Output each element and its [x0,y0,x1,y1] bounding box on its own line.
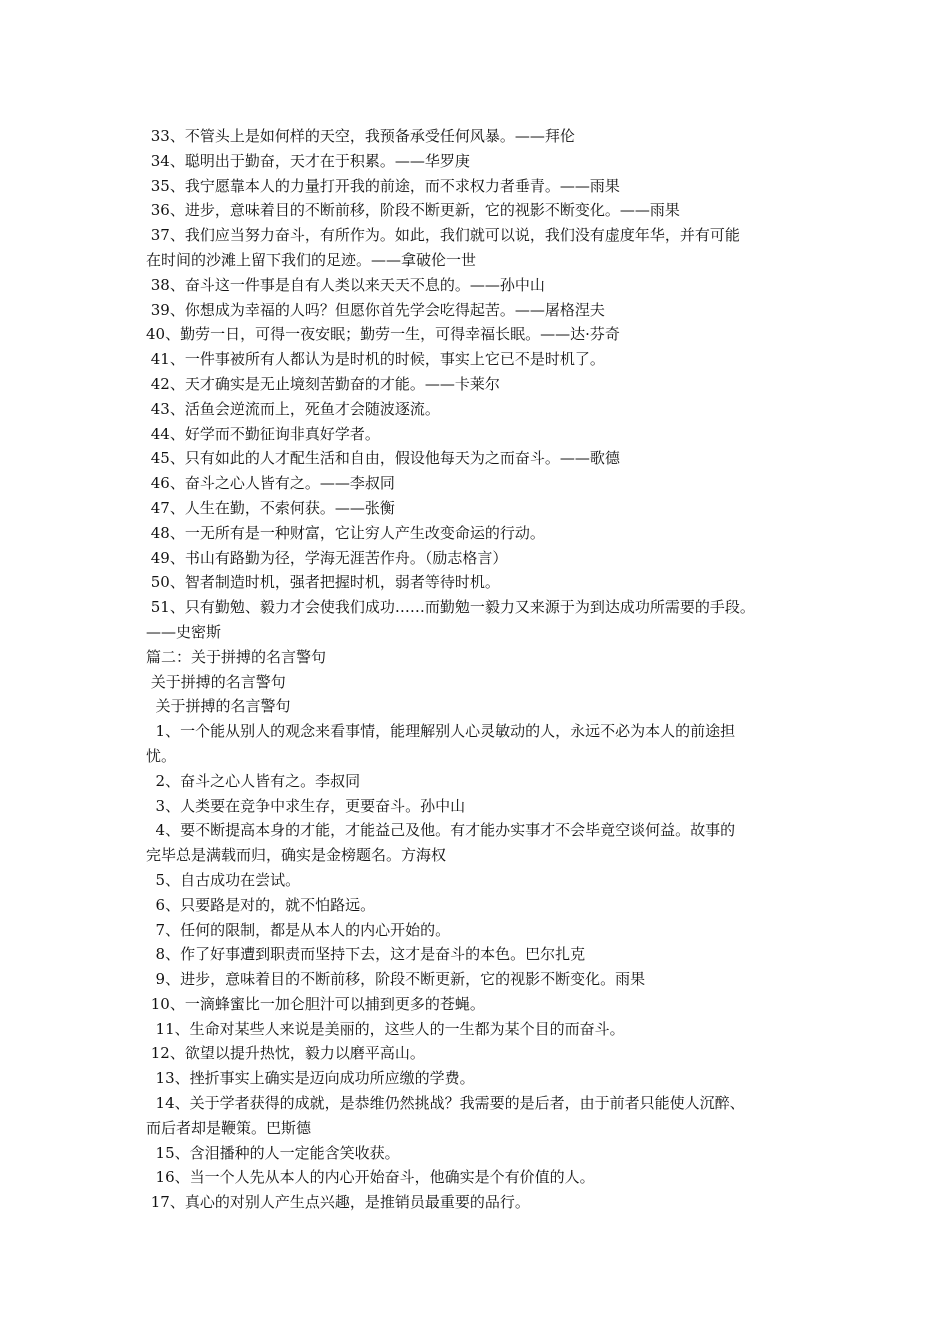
text-line: 48、一无所有是一种财富，它让穷人产生改变命运的行动。 [146,523,545,542]
text-line: 10、一滴蜂蜜比一加仑胆汁可以捕到更多的苍蝇。 [146,994,485,1013]
text-line: 在时间的沙滩上留下我们的足迹。——拿破伦一世 [146,250,477,269]
text-line: 16、当一个人先从本人的内心开始奋斗，他确实是个有价值的人。 [146,1168,595,1187]
text-line: ——史密斯 [146,622,222,641]
section-subtitle: 关于拼搏的名言警句 [146,672,286,691]
text-line: 40、勤劳一日，可得一夜安眠；勤劳一生，可得幸福长眠。——达·芬奇 [146,325,620,344]
text-line: 3、人类要在竞争中求生存，更要奋斗。孙中山 [146,796,466,815]
text-line: 50、智者制造时机，强者把握时机，弱者等待时机。 [146,573,500,592]
text-line: 17、真心的对别人产生点兴趣，是推销员最重要的品行。 [146,1193,530,1212]
text-line: 5、自古成功在尝试。 [146,870,301,889]
text-line: 49、书山有路勤为径，学海无涯苦作舟。（励志格言） [146,548,508,567]
text-line: 14、关于学者获得的成就，是恭维仍然挑战？我需要的是后者，由于前者只能使人沉醉、 [146,1094,745,1113]
text-line: 45、只有如此的人才配生活和自由，假设他每天为之而奋斗。——歌德 [146,449,620,468]
text-line: 39、你想成为幸福的人吗？但愿你首先学会吃得起苦。——屠格涅夫 [146,300,605,319]
text-line: 8、作了好事遭到职责而坚持下去，这才是奋斗的本色。巴尔扎克 [146,945,586,964]
section-subtitle: 关于拼搏的名言警句 [146,697,291,716]
text-line: 7、任何的限制，都是从本人的内心开始的。 [146,920,451,939]
text-line: 44、好学而不勤征询非真好学者。 [146,424,380,443]
text-line: 12、欲望以提升热忱，毅力以磨平高山。 [146,1044,425,1063]
text-line: 13、挫折事实上确实是迈向成功所应缴的学费。 [146,1069,475,1088]
text-line: 46、奋斗之心人皆有之。——李叔同 [146,474,395,493]
text-line: 33、不管头上是如何样的天空，我预备承受任何风暴。——拜伦 [146,127,575,145]
text-line: 42、天才确实是无止境刻苦勤奋的才能。——卡莱尔 [146,374,500,393]
text-line: 2、奋斗之心人皆有之。李叔同 [146,771,361,790]
text-line: 忧。 [146,746,177,765]
text-line: 35、我宁愿靠本人的力量打开我的前途，而不求权力者垂青。——雨果 [146,176,620,195]
text-line: 9、进步，意味着目的不断前移，阶段不断更新，它的视影不断变化。雨果 [146,970,646,989]
text-line: 4、要不断提高本身的才能，才能益己及他。有才能办实事才不会毕竟空谈何益。故事的 [146,821,736,840]
text-line: 完毕总是满载而归，确实是金榜题名。方海权 [146,846,447,865]
text-line: 43、活鱼会逆流而上，死鱼才会随波逐流。 [146,399,440,418]
text-line: 47、人生在勤，不索何获。——张衡 [146,498,395,517]
text-line: 37、我们应当努力奋斗，有所作为。如此，我们就可以说，我们没有虚度年华，并有可能 [146,226,740,245]
document-body [146,124,818,1215]
text-line: 41、一件事被所有人都认为是时机的时候，事实上它已不是时机了。 [146,350,605,369]
text-line: 而后者却是鞭策。巴斯德 [146,1118,312,1137]
text-line: 1、一个能从别人的观念来看事情，能理解别人心灵敏动的人，永远不必为本人的前途担 [146,722,736,741]
text-line: 34、聪明出于勤奋，天才在于积累。——华罗庚 [146,151,470,170]
text-line: 38、奋斗这一件事是自有人类以来天天不息的。——孙中山 [146,275,545,294]
text-line: 15、含泪播种的人一定能含笑收获。 [146,1143,400,1162]
text-line: 51、只有勤勉、毅力才会使我们成功……而勤勉一毅力又来源于为到达成功所需要的手段。 [146,598,755,617]
text-line: 36、进步，意味着目的不断前移，阶段不断更新，它的视影不断变化。——雨果 [146,201,680,220]
text-line: 6、只要路是对的，就不怕路远。 [146,895,376,914]
text-line: 11、生命对某些人来说是美丽的，这些人的一生都为某个目的而奋斗。 [146,1019,625,1038]
section-heading: 篇二：关于拼搏的名言警句 [146,647,327,666]
